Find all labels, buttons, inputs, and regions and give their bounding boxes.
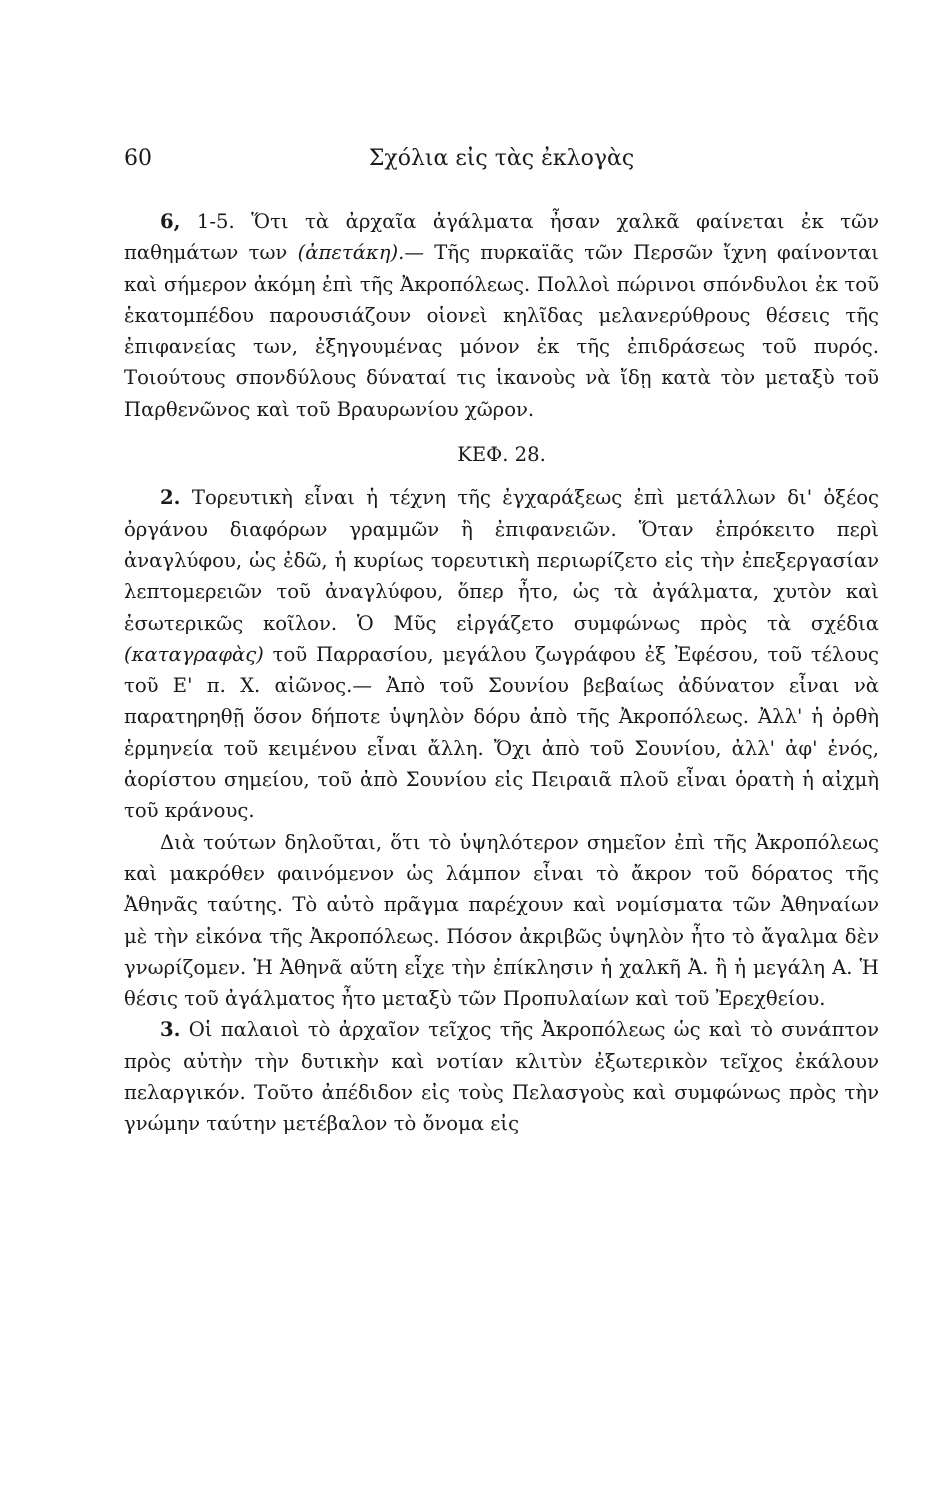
note-text: Τορευτικὴ εἶναι ἡ τέχνη τῆς ἐγχαράξεως ἐπὶ μετάλλων δι' ὀξέος ὀργάνου διαφόρων γραμμῶν ἢ ἐπιφανειῶν. Ὅταν ἐπρόκειτο περὶ ἀναγλύφου, ὡς ἐδῶ, ἡ κυρίως τορευτικὴ περιωρίζετο εἰς τὴν ἐπεξεργασίαν λεπτομερειῶν τοῦ ἀναγλύφου, ὅπερ ἦτο, ὡς τὰ ἀγάλματα, χυτὸν καὶ ἐσωτερικῶς κοῖλον. Ὁ Μῦς εἰργάζετο συμφώνως πρὸς τὰ σχέδια <box>124 486 879 635</box>
note-number: 2. <box>160 486 181 510</box>
page-number: 60 <box>124 146 152 171</box>
citation: (καταγραφὰς) <box>124 642 264 666</box>
body-paragraph: Διὰ τούτων δηλοῦται, ὅτι τὸ ὑψηλότερον σημεῖον ἐπὶ τῆς Ἀκροπόλεως καὶ μακρόθεν φαινόμενον ὡς λάμπον εἶναι τὸ ἄκρον τοῦ δόρατος τῆς Ἀθηνᾶς ταύτης. Τὸ αὐτὸ πρᾶγμα παρέχουν καὶ νομίσματα τῶν Ἀθηναίων μὲ τὴν εἰκόνα τῆς Ἀκροπόλεως. Πόσον ἀκριβῶς ὑψηλὸν ἦτο τὸ ἄγαλμα δὲν γνωρίζομεν. Ἡ Ἀθηνᾶ αὕτη εἶχε τὴν ἐπίκλησιν ἡ χαλκῆ Ἀ. ἢ ἡ μεγάλη Α. Ἡ θέσις τοῦ ἀγάλματος ἦτο μεταξὺ τῶν Προπυλαίων καὶ τοῦ Ἐρεχθείου. <box>124 830 879 1011</box>
chapter-heading: ΚΕΦ. 28. <box>457 443 546 467</box>
running-title: Σχόλια εἰς τὰς ἐκλογὰς <box>368 146 635 171</box>
citation: (ἀπετάκη). <box>297 241 405 265</box>
note-paragraph-2 <box>124 482 879 826</box>
note-number: 3. <box>160 1018 181 1042</box>
note-text: — Τῆς πυρκαϊᾶς τῶν Περσῶν ἴχνη φαίνονται καὶ σήμερον ἀκόμη ἐπὶ τῆς Ἀκροπόλεως. Πολλοὶ πώρινοι σπόνδυλοι ἐκ τοῦ ἑκατομπέδου παρουσιάζουν οἱονεὶ κηλῖδας μελανερύθρους θέσεις τῆς ἐπιφανείας των, ἐξηγουμένας μόνον ἐκ τῆς ἐπιδράσεως τοῦ πυρός. Τοιούτους σπονδύλους δύναταί τις ἱκανοὺς νὰ ἴδῃ κατὰ τὸν μεταξὺ τοῦ Παρθενῶνος καὶ τοῦ Βραυρωνίου χῶρον. <box>124 241 879 421</box>
page-header <box>124 146 879 180</box>
note-text: Οἱ παλαιοὶ τὸ ἀρχαῖον τεῖχος τῆς Ἀκροπόλεως ὡς καὶ τὸ συνάπτον πρὸς αὐτὴν τὴν δυτικὴν καὶ νοτίαν κλιτὺν ἐξωτερικὸν τεῖχος ἐκάλουν πελαργικόν. Τοῦτο ἀπέδιδον εἰς τοὺς Πελασγοὺς καὶ συμφώνως πρὸς τὴν γνώμην ταύτην μετέβαλον τὸ ὄνομα εἰς <box>124 1018 879 1136</box>
page-body <box>124 206 879 1140</box>
note-number: 6, <box>160 210 181 233</box>
note-text: 1-5. Ὅτι τὰ ἀρχαῖα ἀγάλματα ἦσαν χαλκᾶ φαίνεται ἐκ τῶν παθημάτων των <box>124 210 879 265</box>
note-paragraph-3 <box>124 1014 879 1139</box>
note-paragraph-6 <box>124 206 879 425</box>
note-text: τοῦ Παρρασίου, μεγάλου ζωγράφου ἐξ Ἐφέσου, τοῦ τέλους τοῦ Ε' π. Χ. αἰῶνος.— Ἀπὸ τοῦ Σουνίου βεβαίως ἀδύνατον εἶναι νὰ παρατηρηθῇ ὅσον δήποτε ὑψηλὸν δόρυ ἀπὸ τῆς Ἀκροπόλεως. Ἀλλ' ἡ ὀρθὴ ἑρμηνεία τοῦ κειμένου εἶναι ἄλλη. Ὄχι ἀπὸ τοῦ Σουνίου, ἀλλ' ἀφ' ἑνός, ἀορίστου σημείου, τοῦ ἀπὸ Σουνίου εἰς Πειραιᾶ πλοῦ εἶναι ὁρατὴ ἡ αἰχμὴ τοῦ κράνους. <box>124 642 879 823</box>
